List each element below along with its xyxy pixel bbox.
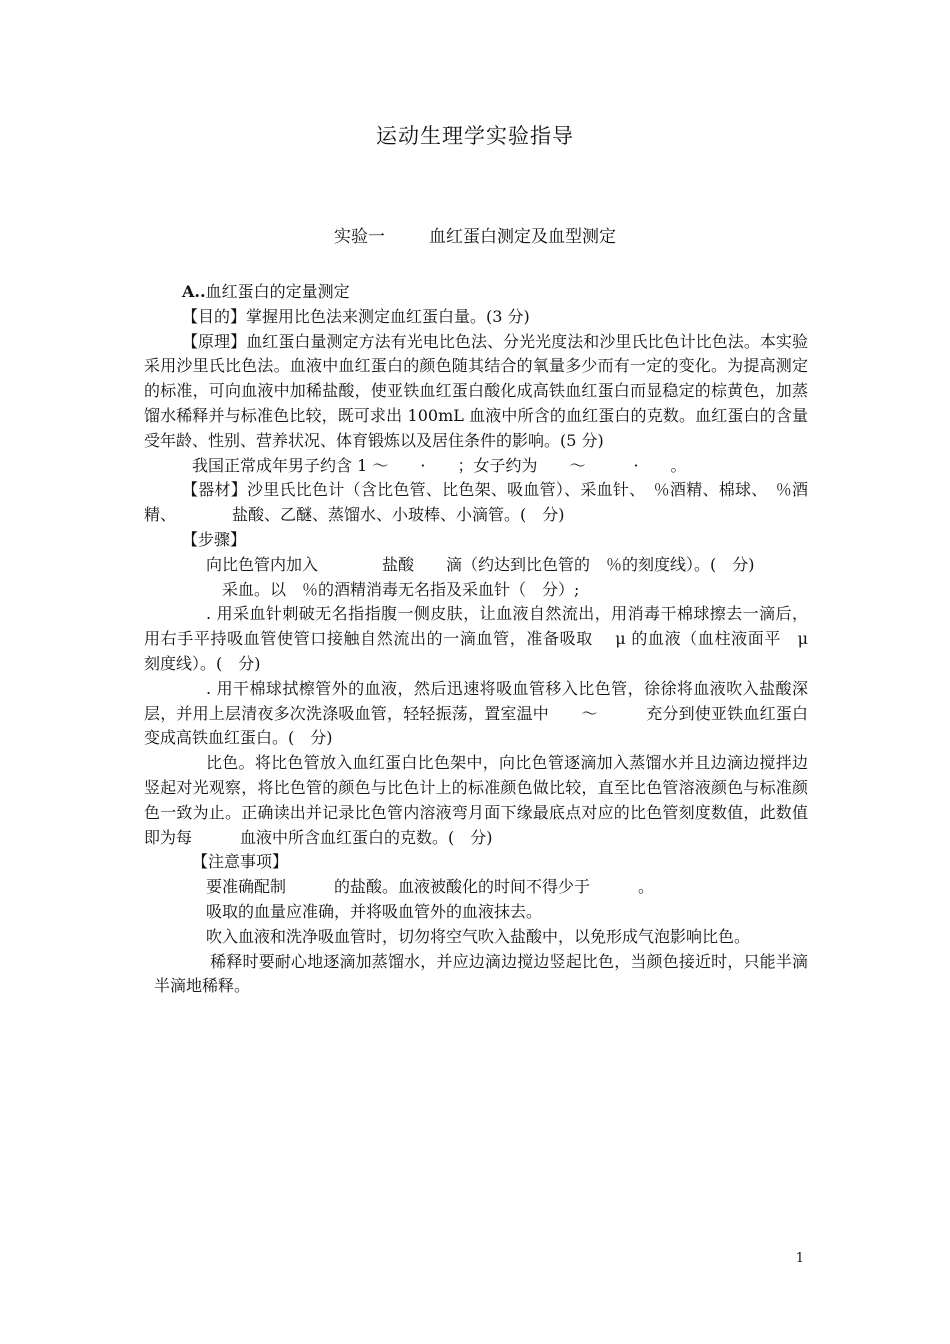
purpose-paragraph: 【目的】掌握用比色法来测定血红蛋白量。(3 分) [182, 306, 530, 326]
section-a-heading [144, 280, 808, 305]
step-2: 采血。以 ％的酒精消毒无名指及采血针（ 分）; [222, 579, 580, 599]
experiment-label: 实验一 [334, 227, 385, 247]
note-3-text: 吹入血液和洗净吸血管时，切勿将空气吹入盐酸中，以免形成气泡影响比色。 [206, 926, 751, 946]
steps-heading: 【步骤】 [182, 529, 247, 549]
document-body [144, 280, 825, 999]
note-4-text: 稀释时要耐心地逐滴加蒸馏水，并应边滴边搅边竖起比色，当颜色接近时，只能半滴半滴地稀释。 [154, 951, 808, 996]
principle-paragraph: 【原理】血红蛋白量测定方法有光电比色法、分光光度法和沙里氏比色计比色法。本实验采用沙里氏比色法。血液中血红蛋白的颜色随其结合的氧量多少而有一定的变化。为提高测定的标准，可向血液中加稀盐酸，使亚铁血红蛋白酸化成高铁血红蛋白而显稳定的棕黄色，加蒸馏水稀释并与标准色比较，既可求出 100mL 血液中所含的血红蛋白的克数。血红蛋白的含量受年龄、性别、营养状况、体育锻炼以及居住条件的影响。(5 分) [144, 331, 808, 450]
normal-values-paragraph: 我国正常成年男子约含 1 ～ · ；女子约为 ～ · 。 [192, 455, 687, 475]
section-a-prefix: A.. [182, 282, 206, 301]
experiment-title: 血红蛋白测定及血型测定 [429, 227, 616, 247]
step-1-text: 向比色管内加入 盐酸 滴（约达到比色管的 ％的刻度线）。( 分) [206, 554, 755, 574]
page-number: 1 [795, 1251, 804, 1266]
note-3 [144, 925, 808, 950]
note-1: 要准确配制 的盐酸。血液被酸化的时间不得少于 。 [206, 877, 655, 897]
step-3: 比色。将比色管放入血红蛋白比色架中，向比色管逐滴加入蒸馏水并且边滴边搅拌边竖起对光观察，将比色管的颜色与比色计上的标准颜色做比较，直至比色管溶液颜色与标准颜色一致为止。正确读出并记录比色管内溶液弯月面下缘最底点对应的比色管刻度数值，此数值即为每 血液中所含血红蛋白的克数。( 分) [144, 753, 808, 847]
section-a-title: 血红蛋白的定量测定 [205, 282, 350, 301]
note-2: 吸取的血量应准确，并将吸血管外的血液抹去。 [206, 901, 543, 921]
step-2a: . 用采血针刺破无名指指腹一侧皮肤，让血液自然流出，用消毒干棉球擦去一滴后，用右手平持吸血管使管口接触自然流出的一滴血管，准备吸取 μ 的血液（血柱液面平 μ 刻度线）。( 分) [144, 604, 825, 673]
step-2b: . 用干棉球拭檫管外的血液，然后迅速将吸血管移入比色管，徐徐将血液吹入盐酸深层，并用上层清夜多次洗涤吸血管，轻轻振荡，置室温中 ～ 充分到使亚铁血红蛋白变成高铁血红蛋白。( 分) [144, 678, 808, 748]
document-title: 运动生理学实验指导 [376, 124, 574, 148]
note-4 [144, 950, 808, 1000]
notes-heading: 【注意事项】 [192, 852, 289, 872]
equipment-paragraph: 【器材】沙里氏比色计（含比色管、比色架、吸血管）、采血针、 ％酒精、棉球、 ％酒精、 盐酸、乙醚、蒸馏水、小玻棒、小滴管。( 分) [144, 480, 808, 525]
experiment-heading [0, 222, 950, 247]
step-1 [144, 553, 808, 578]
